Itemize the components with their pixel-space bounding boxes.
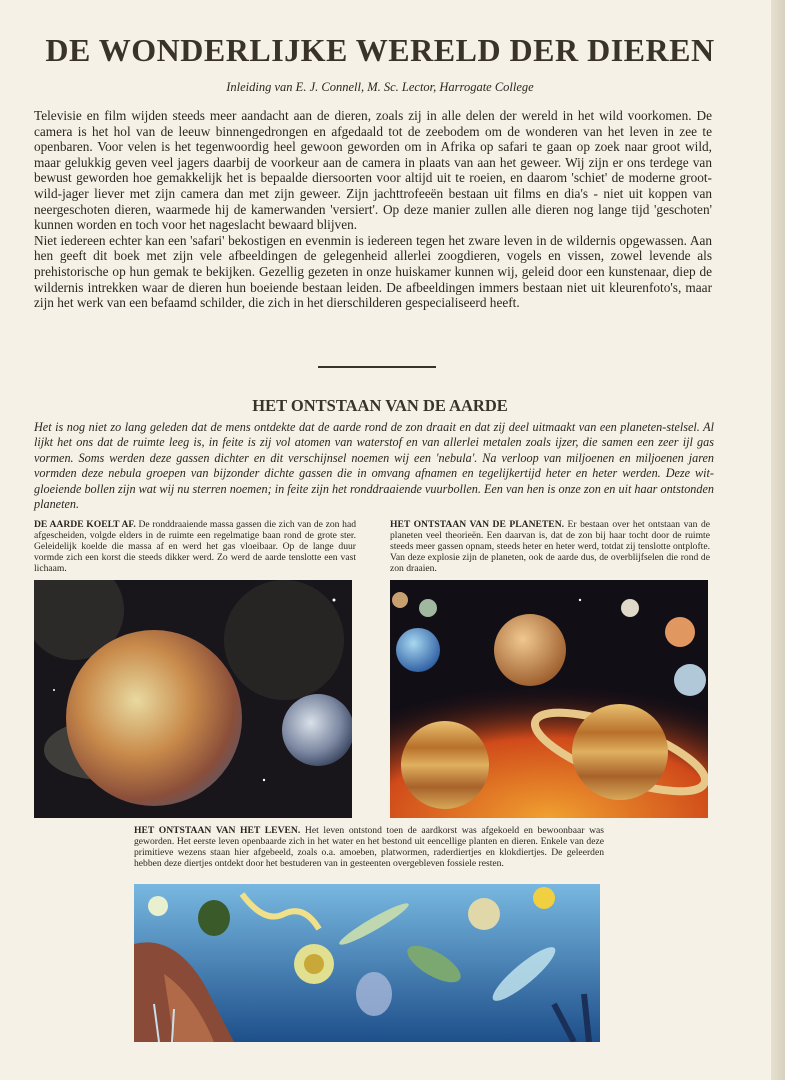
section-divider — [318, 366, 436, 368]
life-illustration — [134, 884, 600, 1042]
page-subtitle: Inleiding van E. J. Connell, M. Sc. Lector, Harrogate College — [226, 80, 534, 94]
page-edge — [771, 0, 785, 1080]
intro-text — [34, 108, 712, 311]
caption-earth-heading: DE AARDE KOELT AF. — [34, 519, 136, 530]
intro-paragraph-2: Niet iedereen echter kan een 'safari' bekostigen en evenmin is iedereen tegen het zware leven in de wildernis opgewassen. Aan hen geeft dit boek met zijn vele afbeeldingen de gelegenheid allerlei zoogdieren, vogels en vissen, zowel levende als prehistorische op hun gemak te bekijken. Gezellig gezeten in onze huiskamer kunnen wij, geleid door een kunstenaar, diep de wildernis intrekken waar de dieren hun boeiende bestaan leiden. De afbeeldingen immers bestaan niet uit kleurenfoto's, maar zijn het werk van een befaamd schilder, die zich in het dierschilderen gespecialiseerd heeft. — [34, 232, 712, 311]
earth-illustration — [34, 580, 352, 818]
caption-planets-heading: HET ONTSTAAN VAN DE PLANETEN. — [390, 519, 565, 530]
section-lead: Het is nog niet zo lang geleden dat de mens ontdekte dat de aarde rond de zon draait en dat zij deel uitmaakt van een planeten-stelsel. Al lijkt het ons dat de ruimte leeg is, in feite is zij vol atomen van waterstof en van allerlei metalen zoals ijzer, die samen een zeer ijl gas vormen. Soms werden deze gassen dichter en dit verschijnsel noemen wij een 'nebula'. Na verloop van miljoenen en miljoenen jaren vormden deze nebula groepen van bijzonder dichte gassen die in omvang afnamen en tegelijkertijd heter en heter werden. Deze wit-gloeiende bollen zijn wat wij nu sterren noemen; in feite zijn het ronddraaiende vuurbollen. Een van hen is onze zon en uit haar ontstonden planeten. — [34, 420, 714, 512]
caption-earth — [34, 520, 356, 575]
section-heading: HET ONTSTAAN VAN DE AARDE — [252, 396, 508, 415]
caption-life-heading: HET ONTSTAAN VAN HET LEVEN. — [134, 825, 301, 836]
caption-life-text: Het leven ontstond toen de aardkorst was afgekoeld en bewoonbaar was geworden. Het eerste leven openbaarde zich in het water en het bestond uit eencellige planten en dieren. Enkele van deze primitieve wezens staan hier afgebeeld, zoals o.a. amoeben, platwormen, raderdiertjes en klokdiertjes. De geleerden hebben deze diertjes ontdekt door het bestuderen van in gesteenten overgebleven fossiele resten. — [134, 825, 604, 869]
caption-planets — [390, 520, 710, 575]
caption-planets-text: Er bestaan over het ontstaan van de planeten veel theorieën. Een daarvan is, dat de zon bij haar tocht door de ruimte steeds meer gassen opnam, steeds heter en heter werd, totdat zij tenslotte ontplofte. Van deze explosie zijn de planeten, ook de aarde dus, de overblijfselen die rond de zon draaien. — [390, 519, 710, 574]
caption-life — [134, 826, 604, 870]
intro-paragraph-1: Televisie en film wijden steeds meer aandacht aan de dieren, zoals zij in alle delen der wereld in het wild voorkomen. De camera is het hol van de leeuw binnengedrongen en afgedaald tot de zeebodem om de wonderen van het leven in zee te openbaren. Voor velen is het tegenwoordig heel gewoon geworden om in Afrika op safari te gaan op zoek naar groot wild, maar gelukkig geven veel jagers daarbij de voorkeur aan de camera in plaats van aan het geweer. Wij zijn er ons terdege van bewust geworden hoe gemakkelijk het is bepaalde diersoorten voor altijd uit te roeien, en daarom 'schiet' de moderne groot-wild-jager liever met zijn camera dan met zijn geweer. Zijn jachttrofeeën bestaan uit films en dia's - niet uit koppen van neergeschoten dieren, waarmede hij de kamerwanden 'versiert'. Op deze manier zullen alle dieren nog lange tijd 'geschoten' kunnen worden en toch voor het nageslacht bewaard blijven. — [34, 108, 712, 233]
caption-earth-text: De ronddraaiende massa gassen die zich van de zon had afgescheiden, volgde elders in de ruimte een regelmatige baan rond de grote ster. Geleidelijk koelde die massa af en werd het gas vloeibaar. Op de lange duur vormde zich een korst die steeds dikker werd. Zo werd de aarde tenslotte een vast lichaam. — [34, 519, 356, 574]
planets-illustration — [390, 580, 708, 818]
page-title: DE WONDERLIJKE WERELD DER DIEREN — [45, 32, 715, 68]
